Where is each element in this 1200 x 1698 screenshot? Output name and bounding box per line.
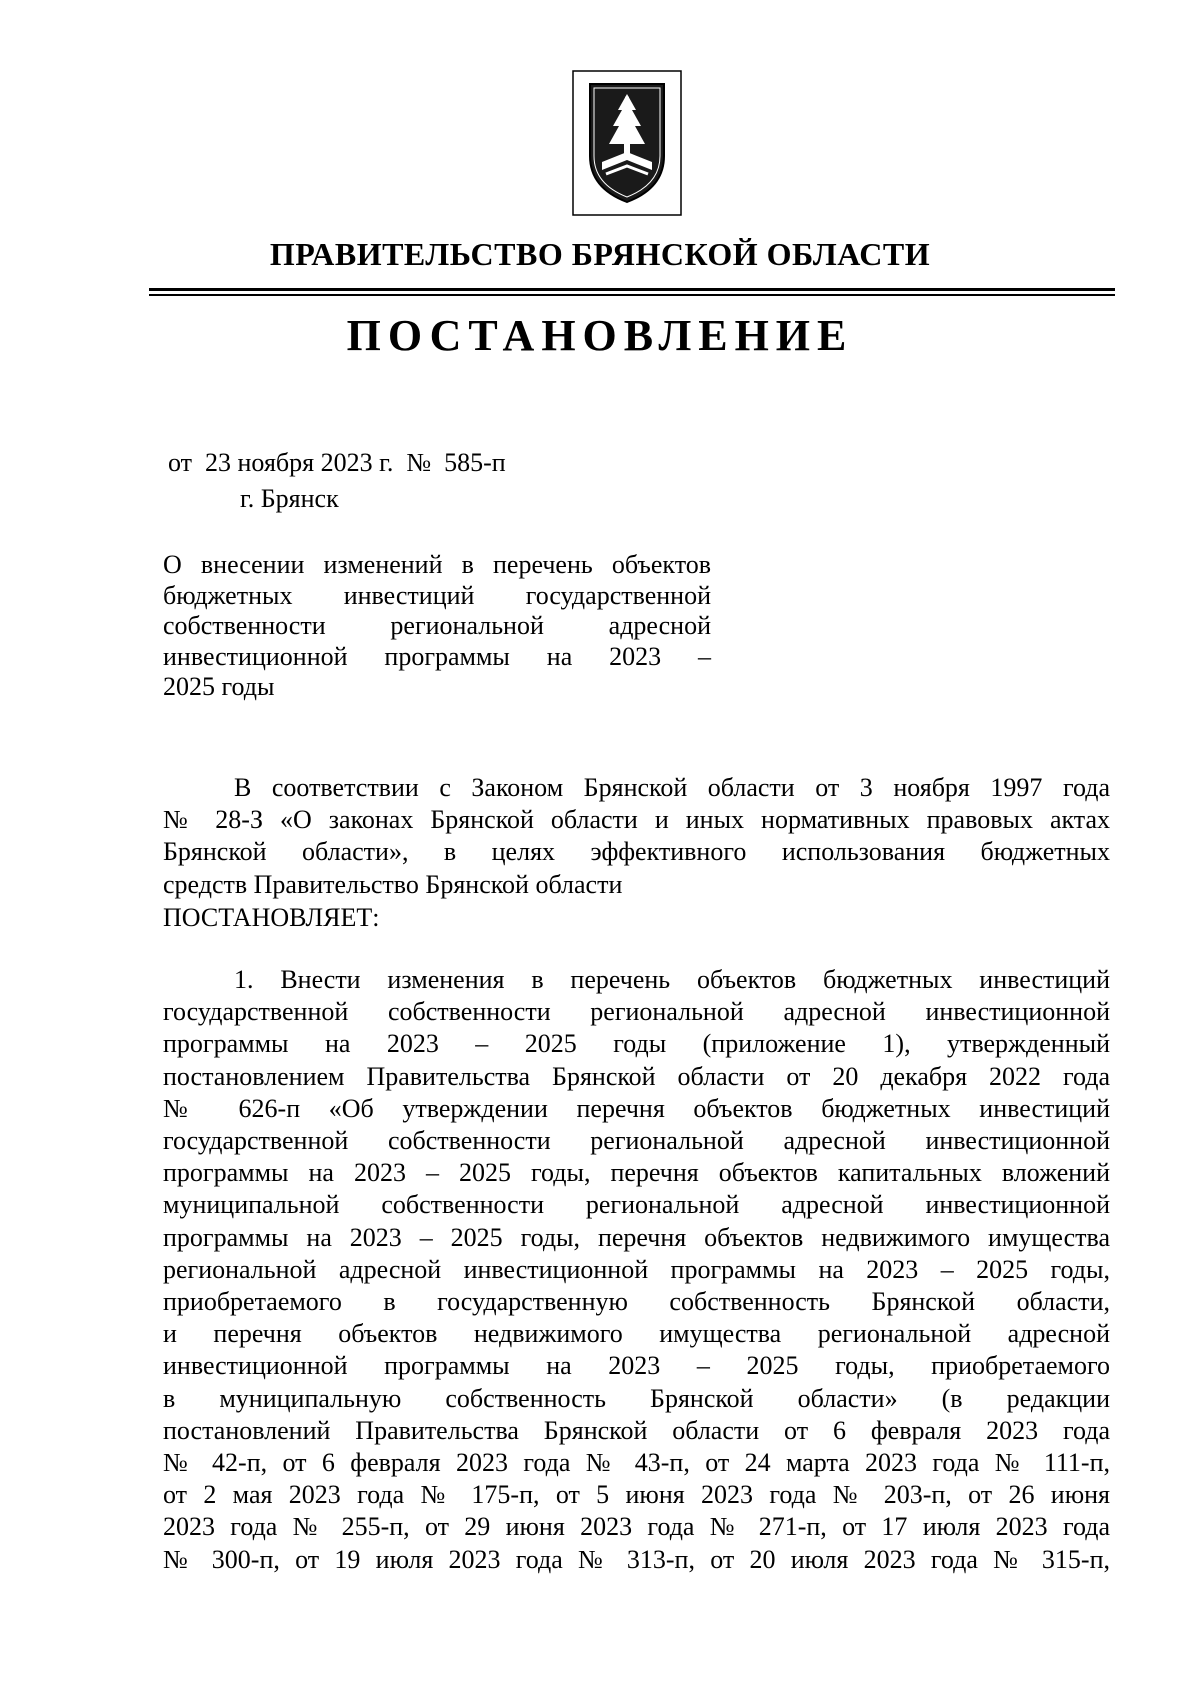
item-1-line: № 300-п, от 19 июля 2023 года № 313-п, от 20 июля 2023 года № 315-п,: [163, 1544, 1110, 1574]
decree-word: ПОСТАНОВЛЯЕТ:: [163, 903, 380, 932]
document-subject: [163, 550, 711, 703]
item-1-line: 2023 года № 255-п, от 29 июня 2023 года № 271-п, от 17 июля 2023 года: [163, 1512, 1110, 1542]
document-type: ПОСТАНОВЛЕНИЕ: [346, 311, 854, 360]
subject-line: О внесении изменений в перечень объектов: [163, 550, 711, 579]
document-city: г. Брянск: [240, 484, 339, 513]
item-1-line: № 626-п «Об утверждении перечня объектов бюджетных инвестиций: [163, 1093, 1110, 1123]
item-1-line: от 2 мая 2023 года № 175-п, от 5 июня 2023 года № 203-п, от 26 июня: [163, 1480, 1110, 1510]
preamble-line: В соответствии с Законом Брянской области от 3 ноября 1997 года: [234, 773, 1110, 802]
preamble-line: № 28-З «О законах Брянской области и иных нормативных правовых актах: [163, 805, 1110, 835]
item-1-line: программы на 2023 – 2025 годы, перечня объектов капитальных вложений: [163, 1158, 1110, 1188]
preamble-paragraph: [163, 772, 1110, 901]
government-title: ПРАВИТЕЛЬСТВО БРЯНСКОЙ ОБЛАСТИ: [269, 236, 931, 272]
item-1-line: региональной адресной инвестиционной программы на 2023 – 2025 годы,: [163, 1254, 1110, 1284]
subject-line: собственности региональной адресной: [163, 611, 711, 640]
item-1-line: постановлением Правительства Брянской области от 20 декабря 2022 года: [163, 1061, 1110, 1091]
item-1-line: приобретаемого в государственную собственность Брянской области,: [163, 1287, 1110, 1317]
coat-of-arms-icon: [572, 70, 682, 216]
item-1-paragraph: [163, 964, 1110, 1576]
header-divider: [149, 288, 1115, 296]
item-1-line: программы на 2023 – 2025 годы (приложение 1), утвержденный: [163, 1029, 1110, 1059]
item-1-line: и перечня объектов недвижимого имущества региональной адресной: [163, 1319, 1110, 1349]
item-1-line: программы на 2023 – 2025 годы, перечня объектов недвижимого имущества: [163, 1222, 1110, 1252]
item-1-line: государственной собственности региональной адресной инвестиционной: [163, 1126, 1110, 1156]
preamble-line: средств Правительство Брянской области: [163, 869, 623, 899]
item-1-line: постановлений Правительства Брянской области от 6 февраля 2023 года: [163, 1415, 1110, 1445]
item-1-line: муниципальной собственности региональной адресной инвестиционной: [163, 1190, 1110, 1220]
item-1-line: 1. Внести изменения в перечень объектов бюджетных инвестиций: [234, 965, 1110, 994]
document-date-number: от 23 ноября 2023 г. № 585-п: [168, 448, 506, 477]
item-1-line: инвестиционной программы на 2023 – 2025 годы, приобретаемого: [163, 1351, 1110, 1381]
item-1-line: в муниципальную собственность Брянской области» (в редакции: [163, 1383, 1110, 1413]
preamble-line: Брянской области», в целях эффективного использования бюджетных: [163, 837, 1110, 867]
subject-line: инвестиционной программы на 2023 –: [163, 641, 711, 671]
item-1-line: государственной собственности региональной адресной инвестиционной: [163, 997, 1110, 1027]
subject-line: бюджетных инвестиций государственной: [163, 580, 711, 610]
item-1-line: № 42-п, от 6 февраля 2023 года № 43-п, от 24 марта 2023 года № 111-п,: [163, 1448, 1110, 1478]
subject-line: 2025 годы: [163, 672, 275, 701]
